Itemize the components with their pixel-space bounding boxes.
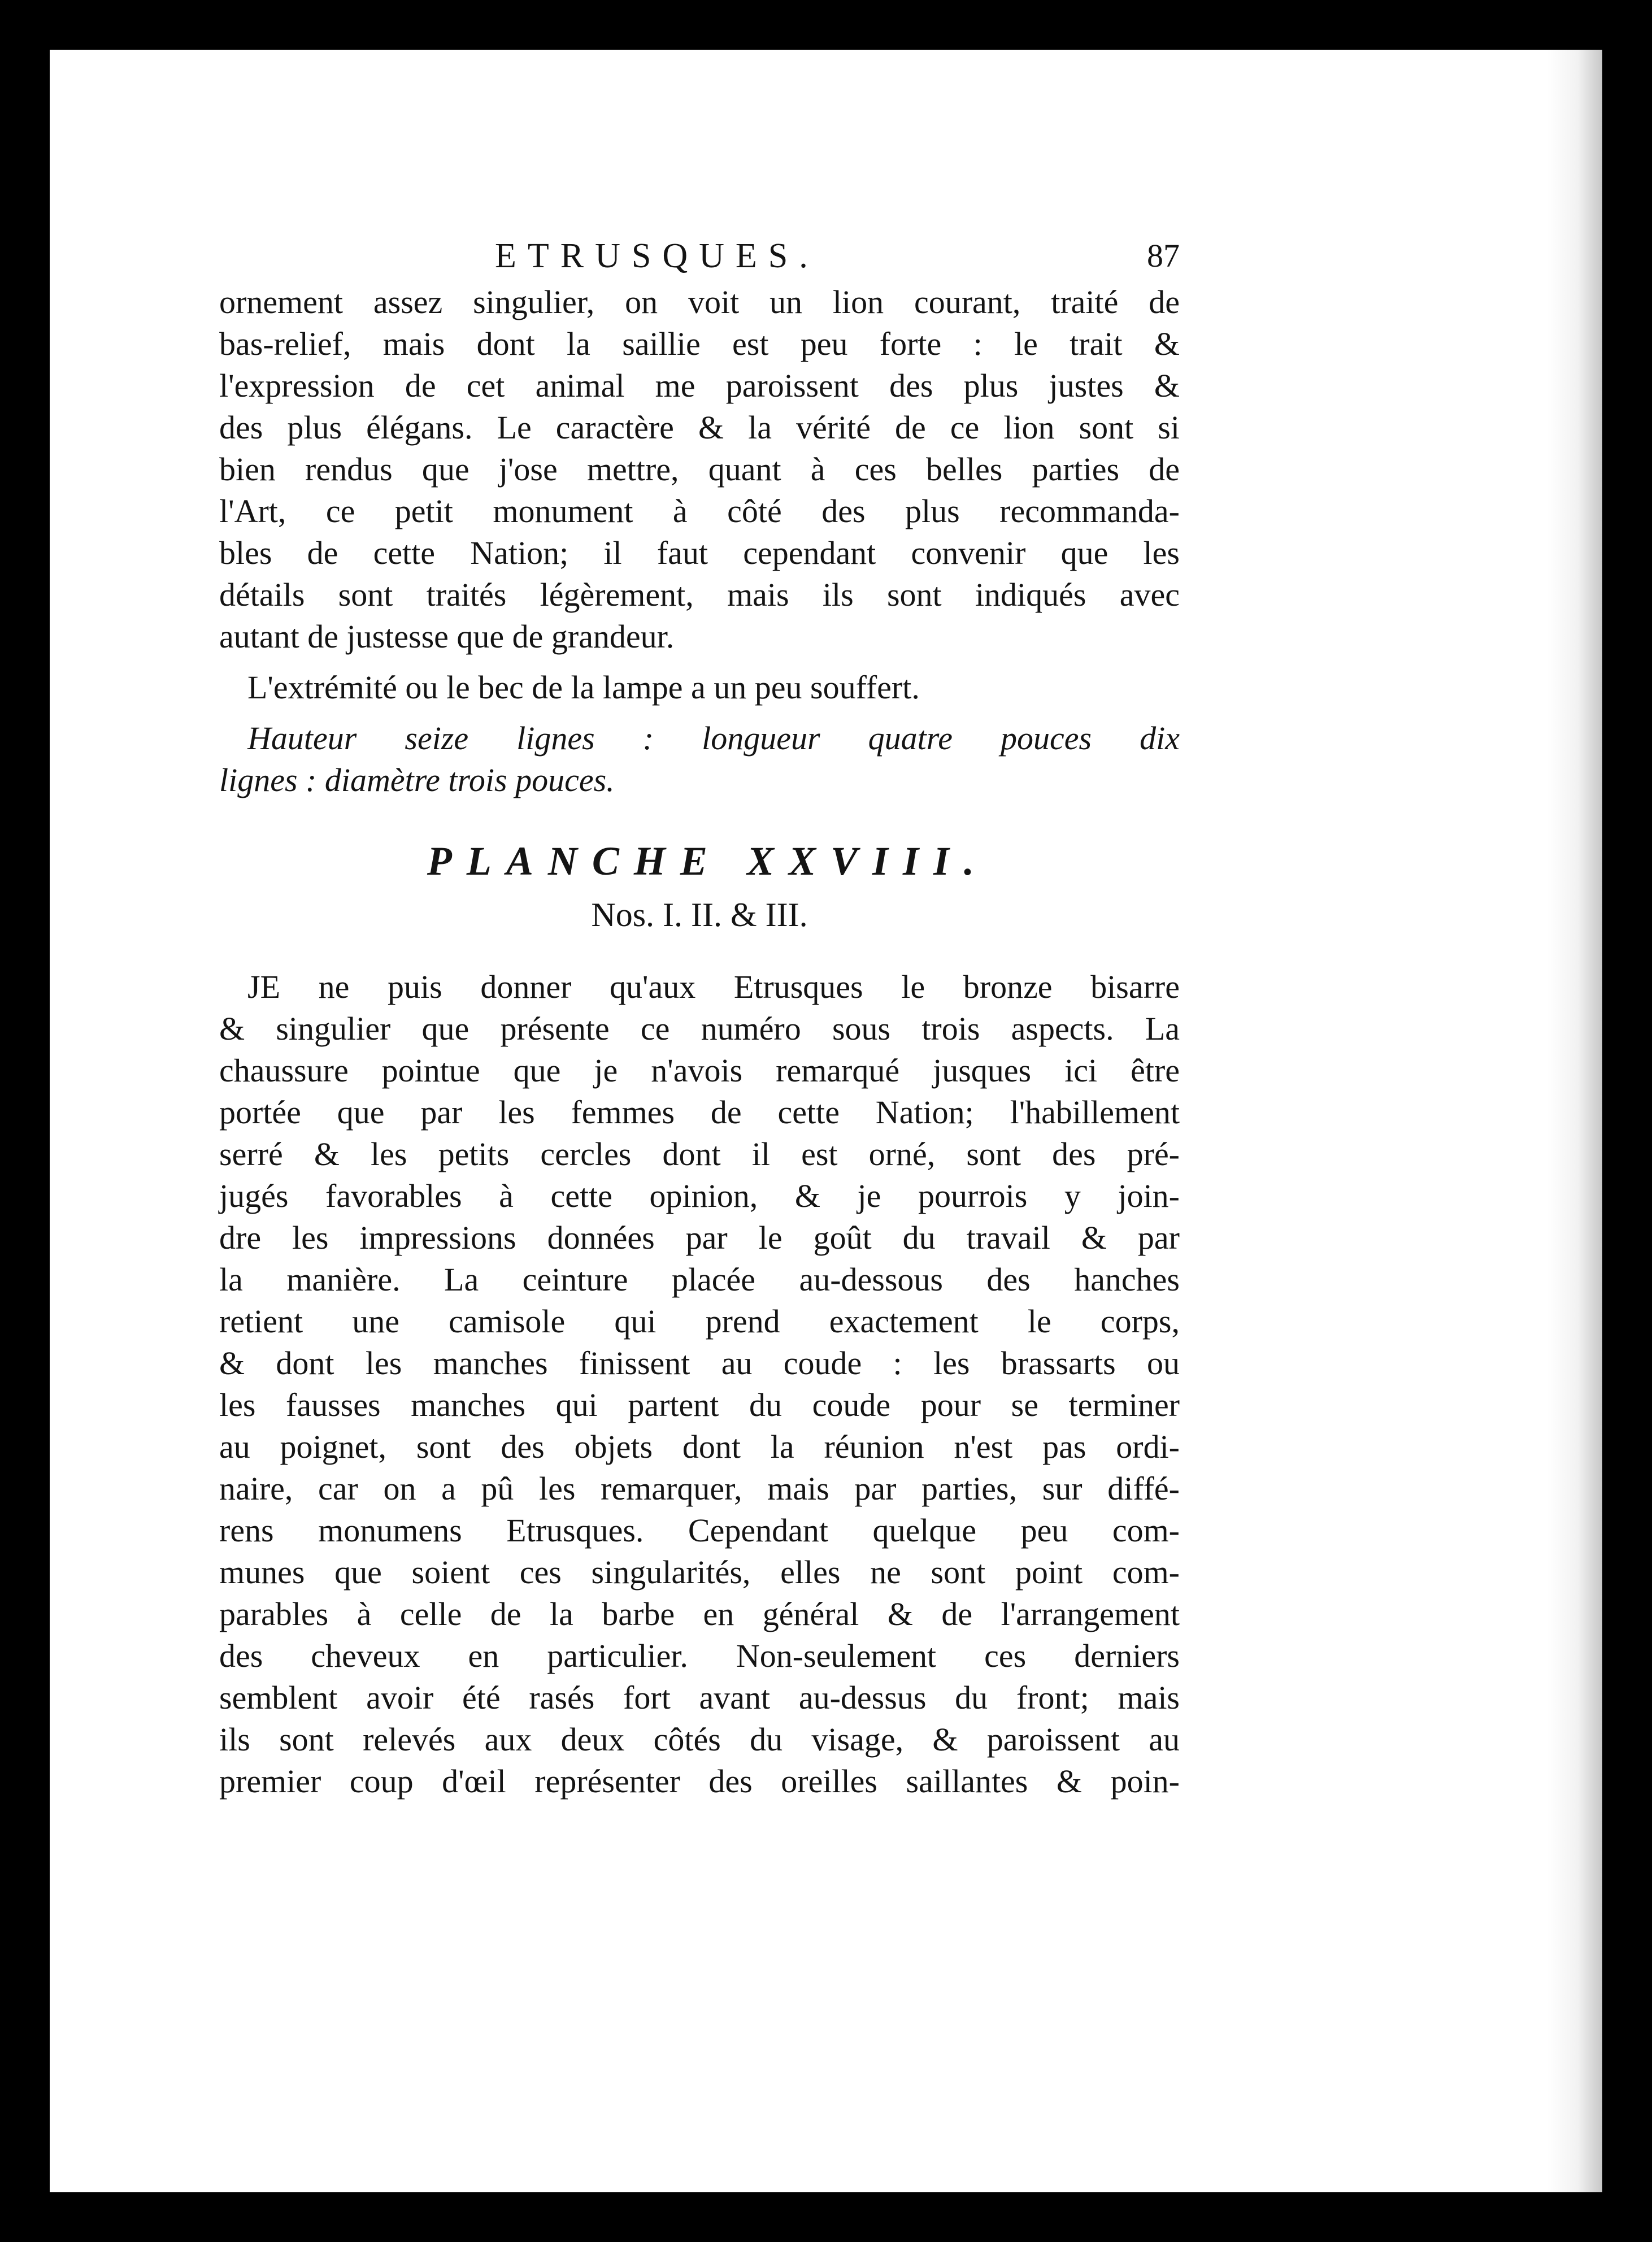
text-line: semblent avoir été rasés fort avant au-dessus du front; mais bbox=[219, 1679, 1180, 1716]
text-line: munes que soient ces singularités, elles ne sont point com- bbox=[219, 1554, 1180, 1591]
text-line: la manière. La ceinture placée au-dessous des hanches bbox=[219, 1261, 1180, 1298]
text-line: chaussure pointue que je n'avois remarqué jusques ici être bbox=[219, 1052, 1180, 1089]
plate-description bbox=[219, 966, 1180, 1802]
text-line: des cheveux en particulier. Non-seulement ces derniers bbox=[219, 1637, 1180, 1674]
text-line: l'Art, ce petit monument à côté des plus recommanda- bbox=[219, 493, 1180, 529]
text-line: serré & les petits cercles dont il est orné, sont des pré- bbox=[219, 1136, 1180, 1172]
page-text bbox=[219, 231, 1180, 1802]
plate-heading: PLANCHE XXVIII. bbox=[427, 838, 989, 884]
text-line: ornement assez singulier, on voit un lion courant, traité de bbox=[219, 284, 1180, 320]
dimensions-note bbox=[219, 718, 1180, 801]
text-line: des plus élégans. Le caractère & la vérité de ce lion sont si bbox=[219, 409, 1180, 446]
running-head bbox=[219, 231, 1180, 281]
text-line: JE ne puis donner qu'aux Etrusques le bronze bisarre bbox=[247, 968, 1180, 1005]
text-line: les fausses manches qui partent du coude pour se terminer bbox=[219, 1387, 1180, 1423]
text-line: portée que par les femmes de cette Nation; l'habillement bbox=[219, 1094, 1180, 1131]
paragraph-continued bbox=[219, 281, 1180, 658]
text-line: bien rendus que j'ose mettre, quant à ces belles parties de bbox=[219, 451, 1180, 488]
book-page bbox=[50, 50, 1602, 2192]
text-line: jugés favorables à cette opinion, & je pourrois y join- bbox=[219, 1178, 1180, 1214]
text-line: Hauteur seize lignes : longueur quatre pouces dix bbox=[247, 720, 1180, 757]
text-line: ils sont relevés aux deux côtés du visage, & paroissent au bbox=[219, 1721, 1180, 1758]
text-line: détails sont traités légèrement, mais ils sont indiqués avec bbox=[219, 576, 1180, 613]
scan-shadow bbox=[1547, 50, 1602, 2192]
text-line: bles de cette Nation; il faut cependant convenir que les bbox=[219, 535, 1180, 571]
text-line: naire, car on a pû les remarquer, mais par parties, sur diffé- bbox=[219, 1470, 1180, 1507]
damage-note: L'extrémité ou le bec de la lampe a un peu souffert. bbox=[247, 669, 920, 706]
text-line: & dont les manches finissent au coude : les brassarts ou bbox=[219, 1345, 1180, 1381]
text-line: rens monumens Etrusques. Cependant quelque peu com- bbox=[219, 1512, 1180, 1549]
text-line: parables à celle de la barbe en général & de l'arrangement bbox=[219, 1596, 1180, 1632]
page-number: 87 bbox=[1147, 237, 1180, 274]
running-title: ETRUSQUES. bbox=[495, 237, 819, 275]
text-line: au poignet, sont des objets dont la réunion n'est pas ordi- bbox=[219, 1428, 1180, 1465]
text-line: l'expression de cet animal me paroissent des plus justes & bbox=[219, 367, 1180, 404]
text-line: autant de justesse que de grandeur. bbox=[219, 618, 675, 655]
plate-numbers: Nos. I. II. & III. bbox=[591, 896, 808, 933]
text-line: retient une camisole qui prend exactement le corps, bbox=[219, 1303, 1180, 1340]
text-line: & singulier que présente ce numéro sous trois aspects. La bbox=[219, 1010, 1180, 1047]
text-line: dre les impressions données par le goût du travail & par bbox=[219, 1219, 1180, 1256]
text-line: premier coup d'œil représenter des oreilles saillantes & poin- bbox=[219, 1763, 1180, 1800]
text-line: lignes : diamètre trois pouces. bbox=[219, 762, 615, 798]
text-line: bas-relief, mais dont la saillie est peu forte : le trait & bbox=[219, 325, 1180, 362]
